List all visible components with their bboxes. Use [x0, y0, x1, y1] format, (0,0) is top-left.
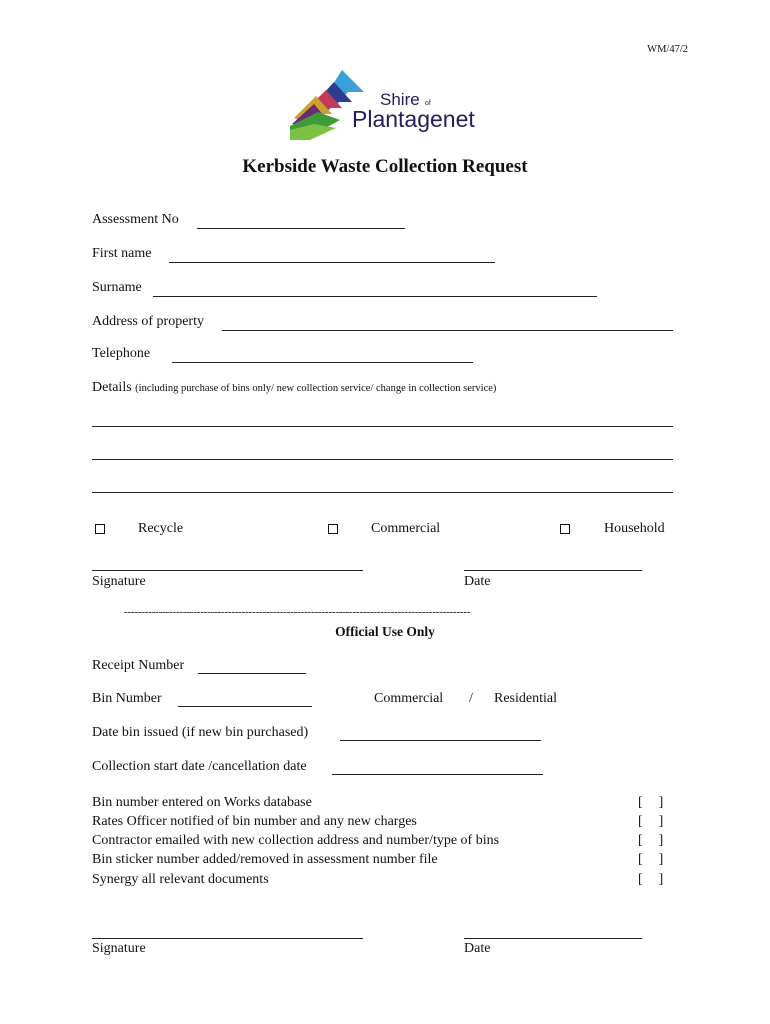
bracket-close: ]	[658, 795, 664, 810]
bin-number-field[interactable]	[178, 706, 312, 707]
page-title: Kerbside Waste Collection Request	[242, 156, 528, 177]
signature-label: Signature	[92, 574, 146, 589]
date-field[interactable]	[464, 570, 642, 571]
official-date-field[interactable]	[464, 938, 642, 939]
receipt-number-field[interactable]	[198, 673, 306, 674]
bracket-close: ]	[658, 872, 664, 887]
address-field[interactable]	[222, 330, 673, 331]
logo-plantagenet-text: Plantagenet	[352, 106, 475, 132]
date-bin-issued-label: Date bin issued (if new bin purchased)	[92, 725, 309, 740]
logo-shire-text: Shire	[380, 90, 420, 109]
commercial-label: Commercial	[371, 521, 441, 536]
slash-separator: /	[469, 691, 473, 706]
bracket-open: [	[638, 814, 643, 829]
checklist-item: Bin sticker number added/removed in assessment number file	[92, 852, 438, 867]
bracket-close: ]	[658, 814, 664, 829]
bracket-close: ]	[658, 833, 664, 848]
check-bracket-5[interactable]	[638, 872, 663, 888]
address-label: Address of property	[92, 314, 204, 329]
bin-number-label: Bin Number	[92, 691, 162, 706]
bracket-open: [	[638, 872, 643, 887]
check-bracket-4[interactable]	[638, 852, 663, 868]
details-label	[92, 380, 496, 396]
bracket-open: [	[638, 795, 643, 810]
check-bracket-2[interactable]	[638, 814, 663, 830]
check-bracket-3[interactable]	[638, 833, 663, 849]
assessment-no-label: Assessment No	[92, 212, 179, 227]
details-note: (including purchase of bins only/ new collection service/ change in collection service)	[135, 383, 497, 394]
collection-date-field[interactable]	[332, 774, 543, 775]
official-residential-label: Residential	[494, 691, 557, 706]
surname-field[interactable]	[153, 296, 597, 297]
checklist-item: Contractor emailed with new collection address and number/type of bins	[92, 833, 500, 848]
date-bin-issued-field[interactable]	[340, 740, 541, 741]
receipt-number-label: Receipt Number	[92, 658, 185, 673]
signature-field[interactable]	[92, 570, 363, 571]
checklist-item: Synergy all relevant documents	[92, 872, 269, 887]
recycle-checkbox[interactable]	[95, 524, 105, 534]
assessment-no-field[interactable]	[197, 228, 405, 229]
collection-date-label: Collection start date /cancellation date	[92, 759, 307, 774]
first-name-label: First name	[92, 246, 152, 261]
details-line-1[interactable]	[92, 426, 673, 427]
recycle-label: Recycle	[138, 521, 184, 536]
official-signature-label: Signature	[92, 941, 146, 956]
date-label: Date	[464, 574, 491, 589]
check-bracket-1[interactable]	[638, 795, 663, 811]
details-line-3[interactable]	[92, 492, 673, 493]
telephone-field[interactable]	[172, 362, 473, 363]
document-reference: WM/47/2	[647, 44, 688, 55]
household-checkbox[interactable]	[560, 524, 570, 534]
official-commercial-label: Commercial	[374, 691, 444, 706]
telephone-label: Telephone	[92, 346, 151, 361]
bracket-open: [	[638, 852, 643, 867]
official-signature-field[interactable]	[92, 938, 363, 939]
official-use-heading: Official Use Only	[335, 624, 435, 639]
checklist-item: Bin number entered on Works database	[92, 795, 312, 810]
household-label: Household	[604, 521, 665, 536]
shire-logo	[290, 68, 490, 140]
separator-line: ----------------------------------------------------------------------------------------------------	[124, 606, 471, 618]
details-line-2[interactable]	[92, 459, 673, 460]
logo-of-text: of	[425, 100, 431, 107]
details-label-text: Details	[92, 380, 132, 395]
bracket-open: [	[638, 833, 643, 848]
commercial-checkbox[interactable]	[328, 524, 338, 534]
checklist-item: Rates Officer notified of bin number and any new charges	[92, 814, 417, 829]
surname-label: Surname	[92, 280, 142, 295]
bracket-close: ]	[658, 852, 664, 867]
official-date-label: Date	[464, 941, 491, 956]
first-name-field[interactable]	[169, 262, 495, 263]
